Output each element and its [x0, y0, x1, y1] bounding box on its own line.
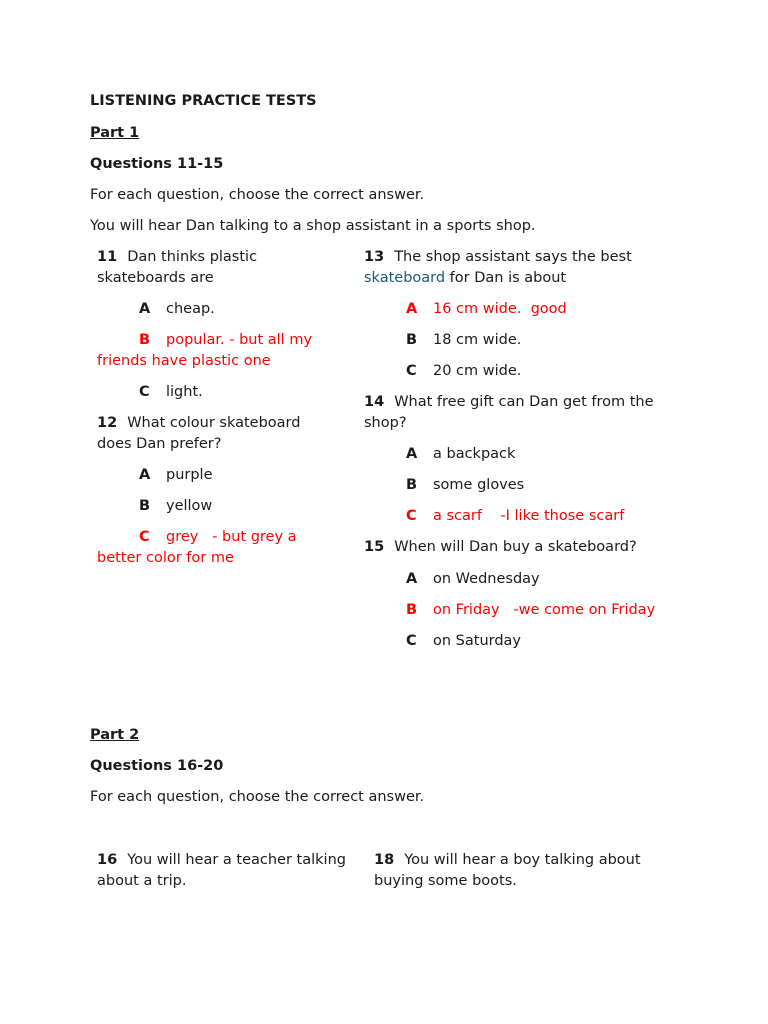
q15-option-b: B on Friday -we come on Friday — [406, 602, 656, 618]
part1-context: You will hear Dan talking to a shop assistant in a sports shop. — [90, 218, 536, 234]
q12-text-line2: does Dan prefer? — [97, 436, 222, 452]
q15-option-c: C on Saturday — [406, 633, 522, 649]
q13-option-a: A 16 cm wide. good — [406, 301, 567, 317]
q14-number: 14 — [364, 394, 385, 410]
q14-option-b: B some gloves — [406, 477, 525, 493]
q14-option-c: C a scarf -I like those scarf — [406, 508, 625, 524]
q16-number: 16 — [97, 852, 118, 868]
q18-text-line2: buying some boots. — [374, 873, 517, 889]
q16-text-line2: about a trip. — [97, 873, 187, 889]
q13-number: 13 — [364, 249, 385, 265]
part1-heading: Part 1 — [90, 125, 140, 141]
q15-option-a: A on Wednesday — [406, 571, 540, 587]
q13-text-line2: skateboard for Dan is about — [364, 270, 567, 286]
q12-number: 12 — [97, 415, 118, 431]
skateboard-link[interactable]: skateboard — [364, 270, 446, 286]
part2-instruction: For each question, choose the correct answer. — [90, 789, 425, 805]
part2-heading: Part 2 — [90, 727, 140, 743]
q12-option-a: A purple — [139, 467, 213, 483]
q14-text-line1: 14 What free gift can Dan get from the — [364, 394, 654, 410]
q16-text-line1: 16 You will hear a teacher talking — [97, 852, 346, 868]
q11-text-line2: skateboards are — [97, 270, 214, 286]
q15-text: 15 When will Dan buy a skateboard? — [364, 539, 637, 555]
q12-text-line1: 12 What colour skateboard — [97, 415, 301, 431]
part2-questions-heading: Questions 16-20 — [90, 758, 224, 774]
part1-instruction: For each question, choose the correct answer. — [90, 187, 425, 203]
q11-option-b: B popular. - but all my — [139, 332, 313, 348]
q11-option-a: A cheap. — [139, 301, 215, 317]
q13-option-c: C 20 cm wide. — [406, 363, 522, 379]
q18-text-line1: 18 You will hear a boy talking about — [374, 852, 641, 868]
q14-option-a: A a backpack — [406, 446, 516, 462]
q12-option-c: C grey - but grey a — [139, 529, 297, 545]
q11-option-b-cont: friends have plastic one — [97, 353, 271, 369]
q11-number: 11 — [97, 249, 118, 265]
q14-text-line2: shop? — [364, 415, 407, 431]
q18-number: 18 — [374, 852, 395, 868]
document-title: LISTENING PRACTICE TESTS — [90, 93, 317, 109]
q13-text-line1: 13 The shop assistant says the best — [364, 249, 632, 265]
q11-option-c: C light. — [139, 384, 203, 400]
part1-questions-heading: Questions 11-15 — [90, 156, 224, 172]
q12-option-b: B yellow — [139, 498, 213, 514]
q11-text-line1: 11 Dan thinks plastic — [97, 249, 258, 265]
q12-option-c-cont: better color for me — [97, 550, 234, 566]
q13-option-b: B 18 cm wide. — [406, 332, 522, 348]
q15-number: 15 — [364, 539, 385, 555]
